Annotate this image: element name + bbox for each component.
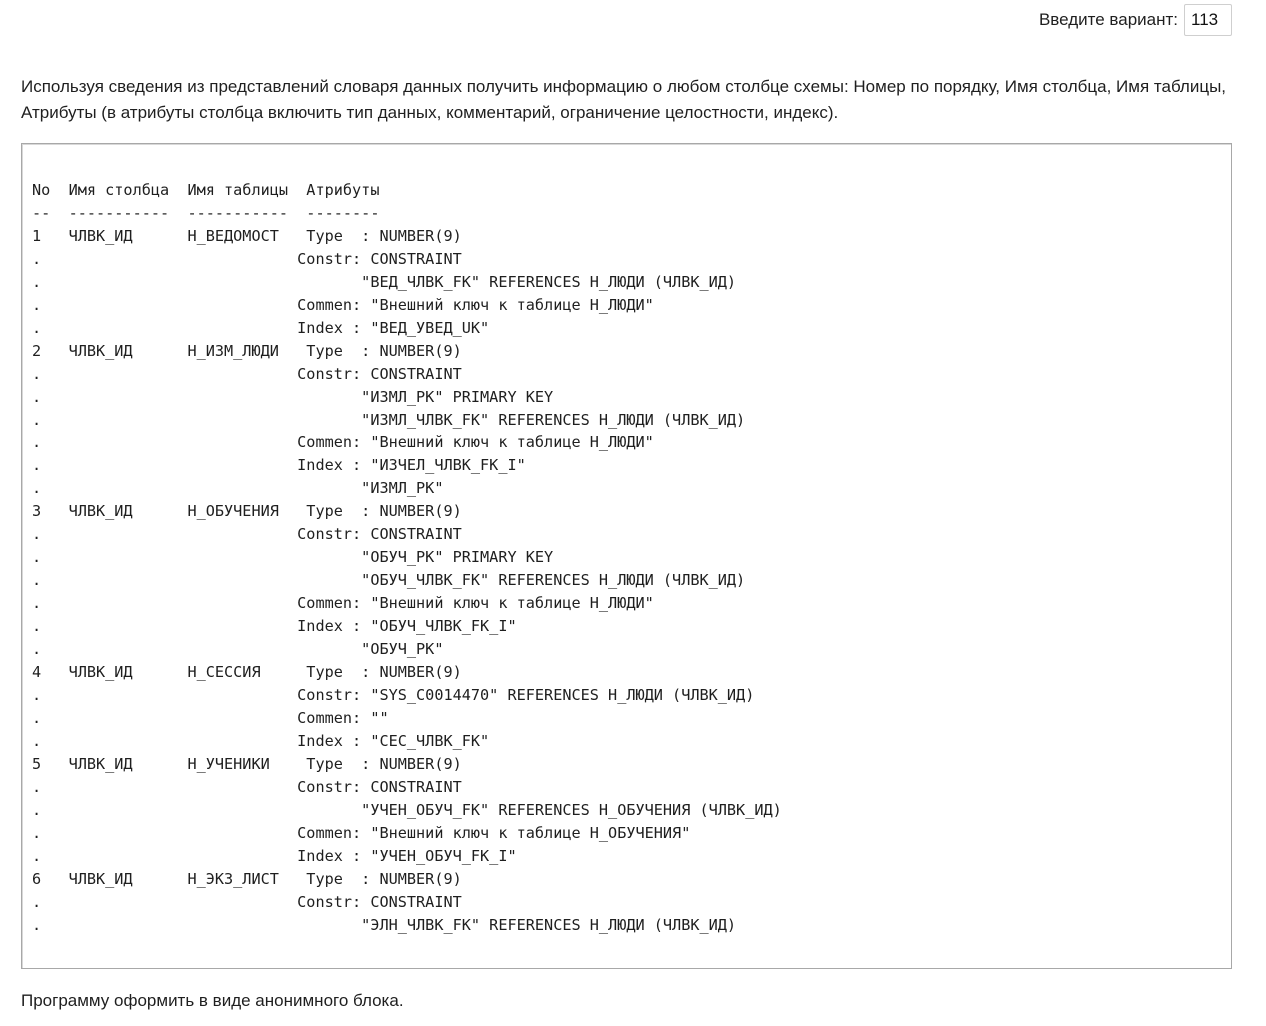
output-line: 3 ЧЛВК_ИД Н_ОБУЧЕНИЯ Type : NUMBER(9) xyxy=(32,502,462,521)
output-line: . Constr: CONSTRAINT xyxy=(32,525,462,544)
output-box xyxy=(21,143,1232,969)
output-line: . "УЧЕН_ОБУЧ_FK" REFERENCES Н_ОБУЧЕНИЯ (ЧЛВК_ИД) xyxy=(32,800,782,819)
output-line: . "ЭЛН_ЧЛВК_FK" REFERENCES Н_ЛЮДИ (ЧЛВК_ИД) xyxy=(32,915,737,934)
output-line: No Имя столбца Имя таблицы Атрибуты xyxy=(32,181,380,199)
output-line: . Commen: "Внешний ключ к таблице Н_ОБУЧЕНИЯ" xyxy=(32,823,691,842)
output-line: . Commen: "Внешний ключ к таблице Н_ЛЮДИ" xyxy=(32,433,654,452)
output-line: . Index : "СЕС_ЧЛВК_FK" xyxy=(32,731,490,750)
variant-row xyxy=(1039,4,1232,36)
output-line: . "ОБУЧ_ЧЛВК_FK" REFERENCES Н_ЛЮДИ (ЧЛВК_ИД) xyxy=(32,571,746,590)
output-line: 6 ЧЛВК_ИД Н_ЭКЗ_ЛИСТ Type : NUMBER(9) xyxy=(32,869,462,888)
output-line: . "ОБУЧ_PK" xyxy=(32,640,444,659)
variant-label: Введите вариант: xyxy=(1038,10,1178,29)
output-line: . "ВЕД_ЧЛВК_FK" REFERENCES Н_ЛЮДИ (ЧЛВК_ИД) xyxy=(32,272,737,291)
output-line: . "ИЗМЛ_ЧЛВК_FK" REFERENCES Н_ЛЮДИ (ЧЛВК_ИД) xyxy=(32,410,746,429)
output-line: . Constr: "SYS_C0014470" REFERENCES Н_ЛЮДИ (ЧЛВК_ИД) xyxy=(32,685,755,704)
output-line: . Commen: "Внешний ключ к таблице Н_ЛЮДИ" xyxy=(32,295,654,314)
output-line: 4 ЧЛВК_ИД Н_СЕССИЯ Type : NUMBER(9) xyxy=(32,663,462,682)
output-line: . Index : "ВЕД_УВЕД_UK" xyxy=(32,318,490,337)
output-line: 2 ЧЛВК_ИД Н_ИЗМ_ЛЮДИ Type : NUMBER(9) xyxy=(32,341,462,360)
output-line: 1 ЧЛВК_ИД Н_ВЕДОМОСТ Type : NUMBER(9) xyxy=(32,226,462,245)
output-line: . Constr: CONSTRAINT xyxy=(32,892,462,911)
output-line: . "ОБУЧ_PK" PRIMARY KEY xyxy=(32,548,554,567)
output-line: . "ИЗМЛ_PK" xyxy=(32,479,444,498)
output-line: . Index : "ОБУЧ_ЧЛВК_FK_I" xyxy=(32,617,517,636)
output-line: . Constr: CONSTRAINT xyxy=(32,777,462,796)
output-line: -- ----------- ----------- -------- xyxy=(32,203,380,222)
output-line: 5 ЧЛВК_ИД Н_УЧЕНИКИ Type : NUMBER(9) xyxy=(32,754,462,773)
output-line: . "ИЗМЛ_PK" PRIMARY KEY xyxy=(32,387,554,406)
variant-input[interactable] xyxy=(1184,4,1232,36)
output-line: . Constr: CONSTRAINT xyxy=(32,249,462,268)
output-line: . Constr: CONSTRAINT xyxy=(32,364,462,383)
output-line: . Index : "УЧЕН_ОБУЧ_FK_I" xyxy=(32,846,517,865)
output-line: . Commen: "" xyxy=(32,708,389,727)
footer-note: Программу оформить в виде анонимного блока. xyxy=(21,991,404,1010)
output-listing xyxy=(32,179,782,936)
task-description: Используя сведения из представлений словаря данных получить информацию о любом столбце схемы: Номер по порядку, Имя столбца, Имя таблицы, Атрибуты (в атрибуты столбца включить тип данных, комментарий, ограничение целостности, индекс). xyxy=(21,77,1227,122)
output-line: . Index : "ИЗЧЕЛ_ЧЛВК_FK_I" xyxy=(32,456,526,475)
output-line: . Commen: "Внешний ключ к таблице Н_ЛЮДИ" xyxy=(32,594,654,613)
